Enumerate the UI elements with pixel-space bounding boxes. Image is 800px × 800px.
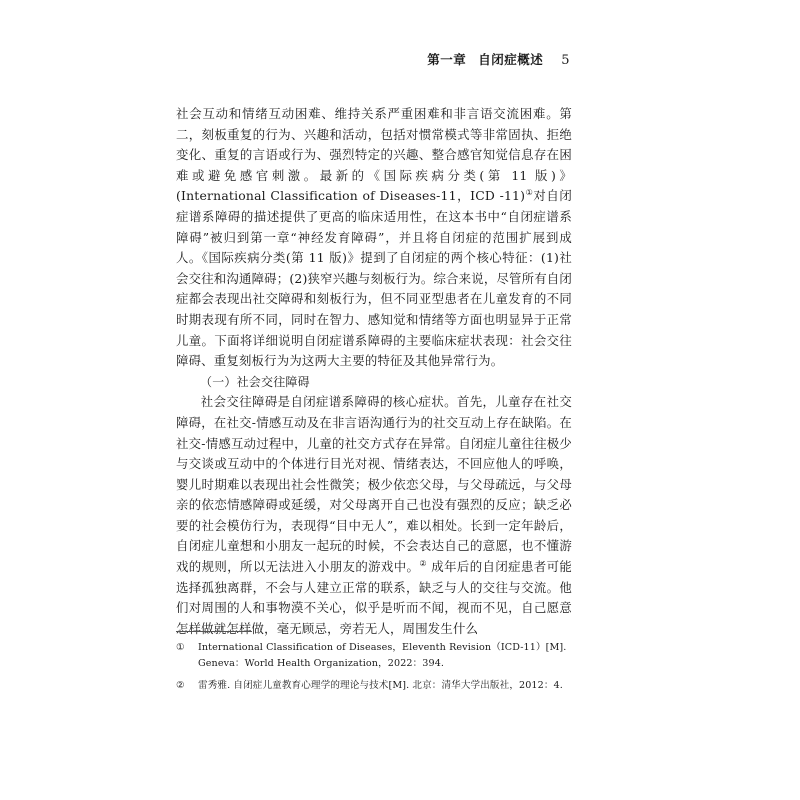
paragraph-2-text-a: 社会交往障碍是自闭症谱系障碍的核心症状。首先，儿童存在社交障碍，在社交-情感互动及在非言语沟通行为的社交互动上存在缺陷。在社交-情感互动过程中，儿童的社交方式存在异常。自闭症儿童往往极少与交谈或互动中的个体进行目光对视、情绪表达，不回应他人的呼唤，婴儿时期难以表现出社会性微笑；极少依恋父母，与父母疏远，与父母亲的依恋情感障碍或延缓，对父母离开自己也没有强烈的反应；缺乏必要的社会模仿行为，表现得“目中无人”，难以相处。长到一定年龄后，自闭症儿童想和小朋友一起玩的时候，不会表达自己的意愿，也不懂游戏的规则，所以无法进入小朋友的游戏中。 bbox=[176, 394, 572, 575]
paragraph-1 bbox=[176, 104, 572, 372]
paragraph-2 bbox=[176, 392, 572, 639]
footnotes bbox=[176, 640, 586, 700]
running-header bbox=[427, 50, 570, 68]
footnote-ref-2: ② bbox=[419, 558, 427, 568]
footnote-text: 雷秀雅. 自闭症儿童教育心理学的理论与技术[M]. 北京：清华大学出版社，2012：4. bbox=[198, 680, 563, 691]
body-text bbox=[176, 104, 572, 639]
footnote-ref-1: ① bbox=[525, 188, 534, 198]
section-subheading: （一）社会交往障碍 bbox=[200, 374, 310, 389]
paragraph-1-text-b: 对自闭症谱系障碍的描述提供了更高的临床适用性，在这本书中“自闭症谱系障碍”被归到第一章“神经发育障碍”，并且将自闭症的范围扩展到成人。《国际疾病分类(第 11 版)》提到了自闭症的两个核心特征：(1)社会交往和沟通障碍；(2)狭窄兴趣与刻板行为。综合来说，尽管所有自闭症都会表现出社交障碍和刻板行为，但不同亚型患者在儿童发育的不同时期表现有所不同，同时在智力、感知觉和情绪等方面也明显异于正常儿童。下面将详细说明自闭症谱系障碍的主要临床症状表现：社会交往障碍、重复刻板行为为这两大主要的特征及其他异常行为。 bbox=[176, 188, 572, 369]
footnote bbox=[176, 640, 586, 672]
footnote-divider bbox=[176, 631, 252, 632]
footnote bbox=[176, 678, 586, 694]
chapter-title: 自闭症概述 bbox=[478, 52, 544, 67]
chapter-label: 第一章 bbox=[427, 52, 467, 67]
paragraph-1-text-a: 社会互动和情绪互动困难、维持关系严重困难和非言语交流困难。第二，刻板重复的行为、兴趣和活动，包括对惯常模式等非常固执、拒绝变化、重复的言语或行为、强烈特定的兴趣、整合感官知觉信息存在困难或避免感官刺激。最新的《国际疾病分类(第 11 版)》(International Classification of Diseases-11，ICD -11) bbox=[176, 106, 572, 204]
footnote-text: International Classification of Diseases，Eleventh Revision（ICD-11）[M]. Geneva：World Health Organization，2022：394. bbox=[198, 642, 567, 669]
footnote-mark: ① bbox=[176, 642, 185, 653]
footnote-mark: ② bbox=[176, 680, 185, 691]
paragraph-2-text-b: 成年后的自闭症患者可能选择孤独离群，不会与人建立正常的联系，缺乏与人的交往与交流。他们对周围的人和事物漠不关心，似乎是听而不闻，视而不见，自己愿意怎样做就怎样做，毫无顾忌，旁若无人，周围发生什么 bbox=[176, 559, 572, 636]
page-number: 5 bbox=[561, 53, 570, 68]
